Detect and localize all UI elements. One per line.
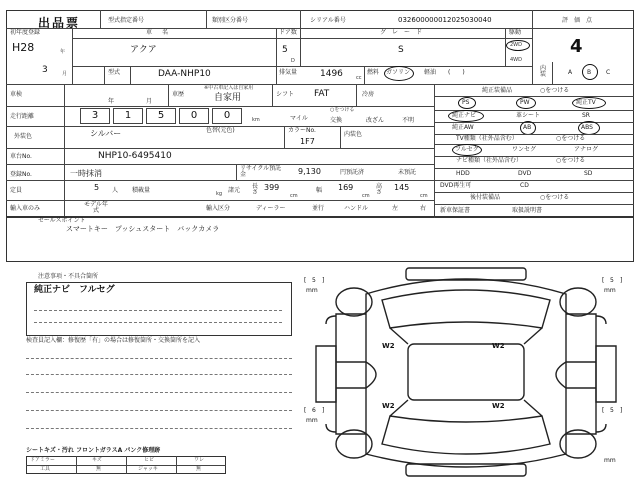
class-no-label: 類別区分番号 [212,17,249,24]
interior-grade-b: B [587,69,592,76]
length-unit: cm [290,193,298,199]
after-note: ○をつける [540,194,570,201]
mileage-digit: 1 [113,108,143,124]
legend-v2: ジャッキ [138,466,158,472]
first-reg-year: H28 [12,41,35,54]
equip-ps: PS [462,99,470,106]
color-code-label: カラーNo. [288,127,316,134]
mile-label: マイル [290,115,308,122]
interior-grade-c: C [606,69,611,76]
doors-unit: D [291,58,295,64]
tv-analog: アナログ [574,146,599,153]
caution-value: 純正ナビ フルセグ [34,285,115,295]
color-label: 外装色 [14,133,33,140]
legend-v3: 無 [196,466,202,472]
interior-label: 内装 [540,65,547,78]
drive-2wd: 2WD [510,42,522,48]
tire-rl-unit: mm [306,417,318,424]
capacity-label: 定員 [10,187,23,194]
legend-h2: ヒビ [144,457,155,463]
type-note: ※中古車記入は自家用 [204,85,254,91]
fuel-bracket: ( ) [448,69,465,76]
import-type-label: 輸入区分 [206,205,231,212]
serial-value: 032600000012025030040 [398,16,492,24]
tire-rr-value: 5 [610,407,614,414]
load-label: 積載量 [132,187,151,194]
serial-label: シリアル番号 [310,17,346,24]
equip-sr: SR [582,112,590,119]
recycle-value: 9,130 [298,167,321,176]
tire-fl-bracket: [ [304,277,307,284]
tire-rl-bracket-r: ] [322,407,325,414]
exchange-label: 交換 [330,117,343,124]
displacement-unit: cc [356,75,362,81]
model-year-label: モデル年式 [84,201,108,214]
type-label: 車歴 [172,91,185,98]
width-unit: cm [362,193,370,199]
navi-note: ○をつける [556,157,586,164]
tv-oneseg: ワンセグ [512,146,537,153]
chassis-label: 車台No. [10,153,32,160]
navi-dvd: DVD [518,170,532,177]
dvd-label: DVD再生可 [440,182,472,189]
height-label: 高さ [376,183,383,196]
equip-leather: 革シート [516,112,541,119]
tire-fr-bracket: [ [602,277,605,284]
shift-label: シフト [276,91,295,98]
insp-year: 年 [108,98,115,105]
insp-month: 月 [146,98,153,105]
mark-w2-4: W2 [492,402,505,410]
damage-legend: シートキズ・汚れ フロントガラスA パンク修理跡 [26,447,161,454]
grade-value: S [398,45,404,55]
fuel-light: 軽油 [424,69,437,76]
chassis-value: NHP10-6495410 [98,151,172,161]
grade-label: グレード [380,29,429,36]
name-label: 車名 [146,29,179,36]
equip-abs: ABS [581,124,593,131]
width-label: 幅 [316,187,323,194]
left: 左 [392,205,399,212]
tire-fl-bracket-r: ] [322,277,325,284]
tv-fullseg: フルセグ [455,146,479,153]
sales-point-value: スマートキー プッシュスタート バックカメラ [66,225,220,233]
equip-pw: PW [520,99,530,106]
capacity-unit: 人 [112,187,119,194]
doors-value: 5 [282,45,288,55]
parallel: 並行 [312,205,325,212]
mileage-digit: 5 [146,108,176,124]
drive-label: 駆動 [509,29,522,36]
first-reg-month: 3 [42,65,48,75]
navi-hdd: HDD [456,170,470,177]
form-no-label: 型式指定番号 [108,17,145,24]
equip-ab: AB [523,124,532,131]
mileage-unit: km [252,117,260,123]
circle-note: ○をつける [330,107,355,113]
tire-rr-bracket-r: ] [620,407,623,414]
inspection-label: 車検 [10,91,23,98]
tire-rl-value: 6 [312,407,316,414]
after-title: 後付装備品 [470,194,501,201]
recycle-unpaid: 未預託 [398,169,417,176]
interior-color-label: 内装色 [344,131,363,138]
tire-fl-unit: mm [306,287,318,294]
length-label: 長さ [252,183,259,196]
model-label: 型式 [108,69,121,76]
fuel-label: 燃料 [367,69,380,76]
mileage-digit: 3 [80,108,110,124]
load-unit: kg [216,191,223,197]
displacement-label: 排気量 [279,69,298,76]
ac-label: 冷房 [362,91,375,98]
legend-v0: 工具 [40,466,51,472]
tire-fr-value: 5 [610,277,614,284]
equip-title: 純正装備品 [482,87,513,94]
unknown-label: 不明 [402,117,415,124]
form-title: 出品票 [38,16,81,30]
right: 右 [420,205,427,212]
model-value: DAA-NHP10 [158,69,211,79]
first-reg-month-unit: 月 [62,71,68,77]
first-reg-label: 初年度登録 [10,29,41,36]
tire-rl-bracket: [ [304,407,307,414]
manual: 新車保証書 [440,207,471,214]
height-value: 145 [394,183,410,192]
tv-note: ○をつける [556,135,586,142]
equip-navi: 純正ナビ [452,112,477,119]
color-value: シルバー [90,129,122,138]
capacity-value: 5 [94,183,100,192]
mileage-digit: 0 [212,108,242,124]
recycle-label: リサイクル預託金 [240,165,282,178]
fuel-value: ガソリン [386,69,411,76]
mark-w2-3: W2 [382,402,395,410]
height-unit: cm [420,193,428,199]
sales-point-box [6,216,634,262]
mark-w2-2: W2 [492,342,505,350]
dims-label: 諸元 [228,187,241,194]
mod-label: 改ざん [366,117,385,124]
equip-note: ○をつける [540,87,570,94]
equip-aw: 純正AW [452,124,474,131]
tire-fr-unit: mm [604,287,616,294]
tv-title: TV種類（社外品含む） [456,135,518,142]
navi-sd: SD [584,170,593,177]
legend-h3: ワレ [194,457,205,463]
legend-h1: キズ [92,457,102,463]
mileage-digits [80,108,246,124]
drive-4wd: 4WD [510,57,522,63]
dvd-cd: CD [520,182,529,189]
type-value: 自家用 [214,93,242,103]
legend-h0: ドアミラー [30,457,55,463]
name-value: アクア [130,45,157,55]
handle: ハンドル [344,205,369,212]
tire-fl-value: 5 [312,277,316,284]
car-damage-diagram [296,266,636,478]
sales-point-label: セールスポイント [38,217,86,224]
width-value: 169 [338,183,354,192]
tire-fr-bracket-r: ] [620,277,623,284]
score-value: 4 [570,36,583,57]
booklet: 取扱説明書 [512,207,543,214]
length-value: 399 [264,183,280,192]
mileage-digit: 0 [179,108,209,124]
mark-w2-1: W2 [382,342,395,350]
mileage-label: 走行距離 [10,113,35,120]
legend-v1: 無 [96,466,102,472]
score-label: 評価点 [562,17,599,24]
color-no-label: 色替(元色) [206,127,235,134]
first-reg-year-unit: 年 [60,49,66,55]
caution-label: 注意事項・不具合箇所 [38,273,99,280]
shift-value: FAT [314,89,330,99]
displacement-value: 1496 [320,69,343,79]
reg-no-value: 一時抹消 [70,169,102,178]
recycle-note: 円預託済 [340,169,365,176]
equip-tv: 純正TV [576,99,596,106]
interior-grade-a: A [568,69,573,76]
doors-label: ドア数 [279,29,297,36]
dealer: ディーラー [256,205,286,212]
import-label: 輸入車のみ [10,205,41,212]
inspector-label: 検査員記入欄：修復歴「有」の場合は修復箇所・交換箇所を記入 [26,337,201,344]
color-code-value: 1F7 [300,137,315,146]
navi-title: ナビ種類（社外品含む） [456,157,523,164]
tire-rr-unit: mm [604,457,616,464]
tire-rr-bracket: [ [602,407,605,414]
reg-no-label: 登録No. [10,171,32,178]
